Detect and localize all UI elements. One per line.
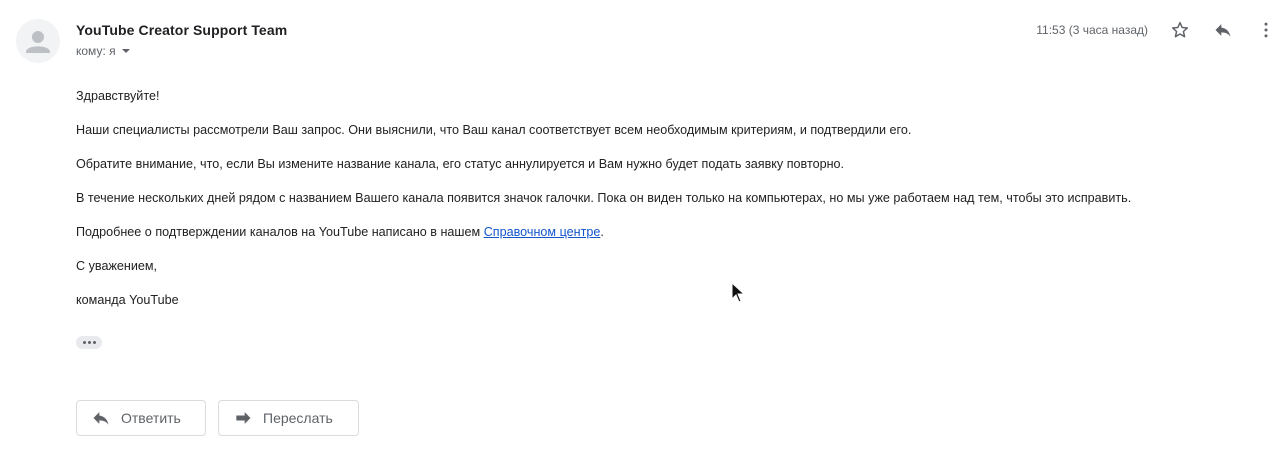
closing-text: С уважением, <box>76 259 158 273</box>
more-options-button[interactable] <box>1254 18 1278 42</box>
signature-text: команда YouTube <box>76 293 179 307</box>
reply-icon <box>1213 20 1233 40</box>
ellipsis-icon <box>93 341 96 344</box>
email-body <box>76 88 1266 326</box>
forward-icon <box>233 408 253 428</box>
star-button[interactable] <box>1168 18 1192 42</box>
body-paragraph-4 <box>76 224 1266 258</box>
reply-icon-button[interactable] <box>1211 18 1235 42</box>
help-text-end: . <box>600 225 604 239</box>
star-icon <box>1170 20 1190 40</box>
recipient-label: кому: я <box>76 44 116 58</box>
ellipsis-icon <box>83 341 86 344</box>
email-timestamp: 11:53 (3 часа назад) <box>1036 23 1148 37</box>
chevron-down-icon <box>122 49 130 53</box>
recipient-toggle[interactable] <box>76 44 130 58</box>
body-paragraph-3: В течение нескольких дней рядом с названием Вашего канала появится значок галочки. Пока он виден только на компьютерах, но мы уже работаем над тем, чтобы это исправить. <box>76 191 1132 205</box>
show-trimmed-content-button[interactable] <box>76 336 102 349</box>
person-icon <box>16 19 60 63</box>
sender-name[interactable]: YouTube Creator Support Team <box>76 22 288 38</box>
reply-button[interactable] <box>76 400 206 436</box>
reply-icon <box>91 408 111 428</box>
more-vert-icon <box>1256 20 1276 40</box>
ellipsis-icon <box>88 341 91 344</box>
mouse-cursor-icon <box>730 282 748 304</box>
body-paragraph-1: Наши специалисты рассмотрели Ваш запрос. Они выяснили, что Ваш канал соответствует всем необходимым критериям, и подтвердили его. <box>76 123 912 137</box>
reply-button-label: Ответить <box>121 410 181 426</box>
help-center-link[interactable]: Справочном центре <box>483 225 601 239</box>
body-paragraph-2: Обратите внимание, что, если Вы измените название канала, его статус аннулируется и Вам нужно будет подать заявку повторно. <box>76 157 845 171</box>
forward-button[interactable] <box>218 400 359 436</box>
sender-avatar[interactable] <box>16 19 60 63</box>
help-text: Подробнее о подтверждении каналов на YouTube написано в нашем <box>76 225 484 239</box>
greeting-text: Здравствуйте! <box>76 89 160 103</box>
forward-button-label: Переслать <box>263 410 333 426</box>
